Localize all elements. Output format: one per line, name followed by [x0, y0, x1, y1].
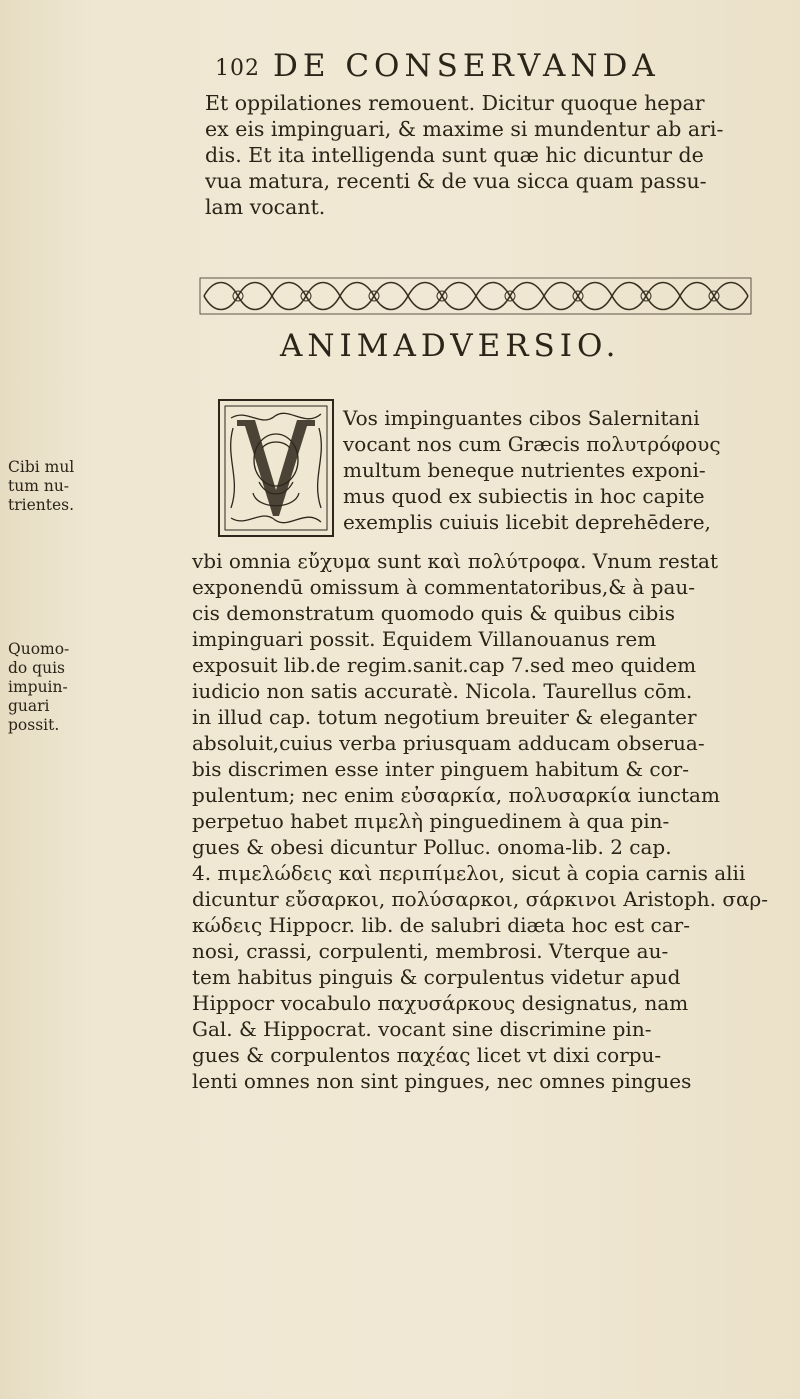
text-line: exponendū omissum à commentatoribus,& à pau- [192, 575, 696, 599]
margin-note-line: Quomo- [8, 640, 70, 658]
margin-note-line: guari [8, 697, 50, 715]
text-line: nosi, crassi, corpulenti, membrosi. Vterque au- [192, 939, 669, 963]
text-line: lam vocant. [205, 195, 326, 219]
section-heading: ANIMADVERSIO. [280, 328, 621, 364]
text-line: lenti omnes non sint pingues, nec omnes pingues [192, 1069, 692, 1093]
text-line: 4. πιμελώδεις καὶ περιπίμελοι, sicut à copia carnis alii [192, 861, 746, 885]
text-line: in illud cap. totum negotium breuiter & eleganter [192, 705, 697, 729]
margin-note-line: possit. [8, 716, 60, 734]
text-line: vocant nos cum Græcis πολυτρόφους [343, 432, 721, 456]
text-line: Vos impinguantes cibos Salernitani [343, 406, 700, 430]
margin-note-line: do quis [8, 659, 65, 677]
margin-note-cibi [8, 458, 108, 515]
running-title: DE CONSERVANDA [273, 48, 660, 84]
page-header [215, 48, 775, 88]
text-line: vbi omnia εὔχυμα sunt καὶ πολύτροφα. Vnum restat [192, 549, 718, 573]
text-line: dicuntur εὔσαρκοι, πολύσαρκοι, σάρκινοι Aristoph. σαρ- [192, 887, 769, 911]
text-line: exposuit lib.de regim.sanit.cap 7.sed meo quidem [192, 653, 697, 677]
decorated-initial-v [217, 398, 335, 538]
text-line: gues & obesi dicuntur Polluc. onoma-lib. 2 cap. [192, 835, 672, 859]
text-line: pulentum; nec enim εὐσαρκία, πολυσαρκία iunctam [192, 783, 720, 807]
text-line: mus quod ex subiectis in hoc capite [343, 484, 705, 508]
text-line: perpetuo habet πιμελὴ pinguedinem à qua pin- [192, 809, 670, 833]
page-number: 102 [215, 56, 260, 81]
decorative-ornament-band [198, 272, 753, 320]
text-line: absoluit,cuius verba priusquam adducam obserua- [192, 731, 705, 755]
text-line: Hippocr vocabulo παχυσάρκους designatus, nam [192, 991, 689, 1015]
text-line: tem habitus pinguis & corpulentus videtur apud [192, 965, 681, 989]
text-line: multum beneque nutrientes exponi- [343, 458, 706, 482]
text-line: iudicio non satis accuratè. Nicola. Taurellus cōm. [192, 679, 693, 703]
text-line: dis. Et ita intelligenda sunt quæ hic dicuntur de [205, 143, 704, 167]
text-line: gues & corpulentos παχέας licet vt dixi corpu- [192, 1043, 662, 1067]
text-line: cis demonstratum quomodo quis & quibus cibis [192, 601, 676, 625]
text-line: Gal. & Hippocrat. vocant sine discrimine pin- [192, 1017, 652, 1041]
text-line: vua matura, recenti & de vua sicca quam passu- [205, 169, 707, 193]
margin-note-line: impuin- [8, 678, 68, 696]
text-line: impinguari possit. Equidem Villanouanus rem [192, 627, 657, 651]
margin-note-line: Cibi mul [8, 458, 75, 476]
text-line: exemplis cuiuis licebit deprehēdere, [343, 510, 711, 534]
text-line: ex eis impinguari, & maxime si mundentur ab ari- [205, 117, 724, 141]
margin-note-quomodo [8, 640, 108, 735]
margin-note-line: trientes. [8, 496, 75, 514]
text-line: bis discrimen esse inter pinguem habitum & cor- [192, 757, 689, 781]
text-line: Et oppilationes remouent. Dicitur quoque hepar [205, 91, 705, 115]
margin-note-line: tum nu- [8, 477, 70, 495]
text-line: κώδεις Hippocr. lib. de salubri diæta hoc est car- [192, 913, 690, 937]
